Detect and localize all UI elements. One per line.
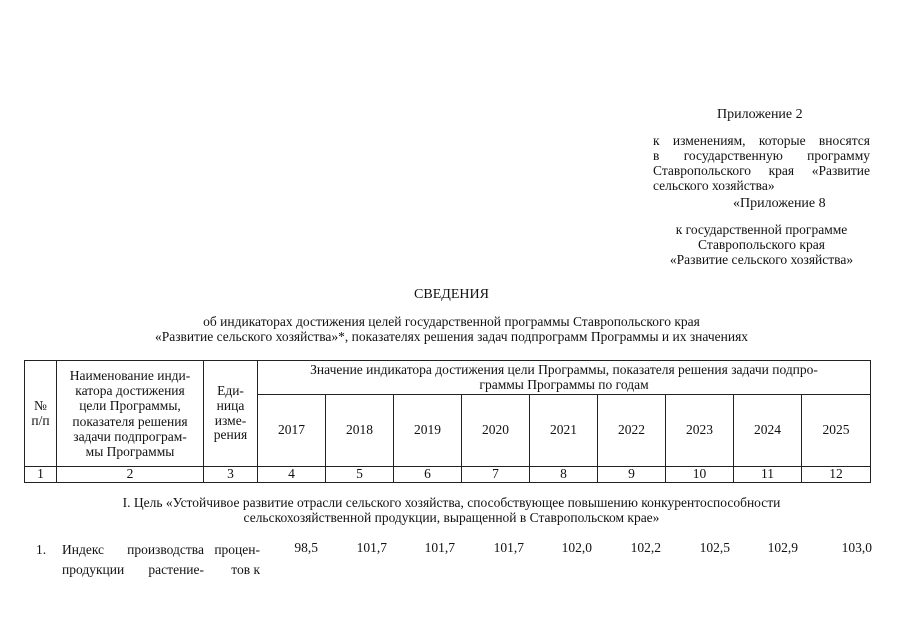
header-unit-line: ница: [216, 397, 245, 413]
appendix-note-line: в государственную программу: [653, 148, 870, 164]
value-2023: 102,5: [699, 540, 730, 555]
col-number: 9: [598, 467, 666, 483]
indicator-name-line: Индекс производства: [62, 542, 204, 557]
row-unit: [208, 540, 260, 579]
value-2022: 102,2: [630, 540, 661, 555]
inner-appendix-line: «Развитие сельского хозяйства»: [669, 252, 854, 268]
appendix-note-line: сельского хозяйства»: [653, 178, 775, 194]
value-2020: 101,7: [493, 540, 524, 555]
header-num-line: №: [34, 397, 47, 413]
year-2025: 2025: [802, 395, 871, 467]
year-2022: 2022: [598, 395, 666, 467]
col-number: 1: [25, 467, 57, 483]
col-number: 7: [462, 467, 530, 483]
header-values-title: [258, 361, 871, 395]
col-number: 6: [394, 467, 462, 483]
goal-line: I. Цель «Устойчивое развитие отрасли сельского хозяйства, способствующее повышению конкурентоспособности: [122, 495, 781, 510]
row-unit-line: процен-: [214, 542, 260, 557]
header-unit-line: изме-: [214, 412, 247, 428]
header-name: [57, 361, 204, 467]
indicator-name-line: продукции растение-: [62, 561, 204, 577]
header-num-line: п/п: [31, 412, 50, 428]
col-number: 3: [204, 467, 258, 483]
col-number: 11: [734, 467, 802, 483]
year-2017: 2017: [258, 395, 326, 467]
row-indicator-name: [62, 540, 204, 579]
indicators-table: [24, 360, 871, 483]
year-2019: 2019: [394, 395, 462, 467]
goal-line: сельскохозяйственной продукции, выращенной в Ставропольском крае»: [243, 510, 660, 526]
header-name-line: цели Программы,: [79, 398, 181, 414]
year-2024: 2024: [734, 395, 802, 467]
subheading-line: об индикаторах достижения целей государственной программы Ставропольского края: [203, 314, 700, 329]
row-unit-line: тов к: [231, 561, 260, 577]
col-number: 5: [326, 467, 394, 483]
document-subheading: [0, 314, 903, 344]
header-unit: [204, 361, 258, 467]
header-name-line: задачи подпрограм-: [73, 428, 187, 444]
header-values-line: граммы Программы по годам: [479, 376, 649, 392]
inner-appendix-line: Ставропольского края: [698, 237, 825, 253]
inner-appendix-note: [653, 222, 870, 267]
year-2021: 2021: [530, 395, 598, 467]
year-2018: 2018: [326, 395, 394, 467]
document-heading: СВЕДЕНИЯ: [414, 287, 489, 302]
appendix-title: Приложение 2: [717, 107, 803, 122]
year-2020: 2020: [462, 395, 530, 467]
header-name-line: мы Программы: [85, 444, 175, 459]
col-number: 10: [666, 467, 734, 483]
value-2025: 103,0: [841, 540, 872, 555]
header-num: [25, 361, 57, 467]
header-unit-line: Еди-: [217, 382, 244, 398]
header-name-line: Наименование инди-: [69, 367, 191, 383]
header-name-line: показателя решения: [72, 413, 188, 429]
value-2024: 102,9: [767, 540, 798, 555]
col-number: 2: [57, 467, 204, 483]
appendix-note-line: Ставропольского края «Развитие: [653, 163, 870, 179]
subheading-line: «Развитие сельского хозяйства»*, показателях решения задач подпрограмм Программы и их значениях: [154, 329, 749, 345]
col-number: 12: [802, 467, 871, 483]
col-number: 4: [258, 467, 326, 483]
goal-heading: [0, 495, 903, 525]
value-2017: 98,5: [294, 540, 318, 555]
row-number: 1.: [36, 542, 47, 557]
inner-appendix-line: к государственной программе: [675, 222, 848, 237]
inner-appendix-title: «Приложение 8: [733, 196, 826, 211]
header-name-line: катора достижения: [75, 383, 185, 398]
appendix-note-line: к изменениям, которые вносятся: [653, 133, 870, 148]
header-values-line: Значение индикатора достижения цели Программы, показателя решения задачи подпро-: [310, 361, 818, 377]
year-2023: 2023: [666, 395, 734, 467]
appendix-note: [653, 133, 870, 193]
value-2018: 101,7: [356, 540, 387, 555]
header-unit-line: рения: [213, 427, 248, 443]
value-2021: 102,0: [561, 540, 592, 555]
value-2019: 101,7: [424, 540, 455, 555]
col-number: 8: [530, 467, 598, 483]
